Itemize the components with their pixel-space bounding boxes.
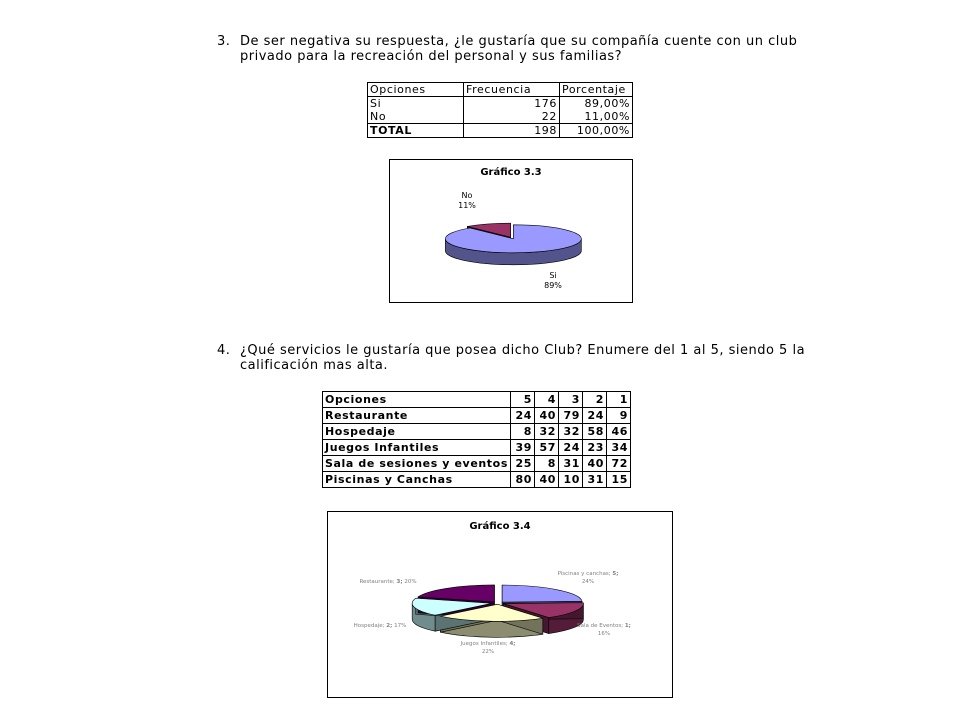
table-question-4 bbox=[322, 391, 631, 488]
data-label-value: 11% bbox=[458, 201, 476, 210]
pie-slice bbox=[502, 585, 582, 602]
data-label-value: 89% bbox=[544, 281, 562, 290]
data-label: No bbox=[461, 191, 473, 200]
table-header-cell: 4 bbox=[534, 392, 558, 408]
table-cell: 89,00% bbox=[560, 97, 633, 111]
table-cell: 10 bbox=[558, 472, 582, 488]
data-label: Piscinas y canchas; 5; bbox=[557, 571, 619, 577]
table-cell: 24 bbox=[558, 440, 582, 456]
table-header-row bbox=[323, 392, 631, 408]
chart-title: Gráfico 3.4 bbox=[469, 521, 531, 532]
table-cell: Si bbox=[368, 97, 464, 111]
data-label: Sala de Eventos; 1; bbox=[577, 623, 631, 629]
table-cell: 80 bbox=[510, 472, 534, 488]
table-row bbox=[368, 110, 633, 124]
table-cell: 31 bbox=[582, 472, 606, 488]
table-cell: 58 bbox=[582, 424, 606, 440]
table-header-cell: 2 bbox=[582, 392, 606, 408]
question-text bbox=[240, 343, 807, 373]
table-cell: 32 bbox=[534, 424, 558, 440]
table-cell: 8 bbox=[510, 424, 534, 440]
pie-chart-3-4 bbox=[327, 511, 673, 698]
pie-chart-svg bbox=[390, 160, 632, 302]
table-cell: Piscinas y Canchas bbox=[323, 472, 511, 488]
table-cell: 23 bbox=[582, 440, 606, 456]
table-cell: No bbox=[368, 110, 464, 124]
data-label: Restaurante; 3; 20% bbox=[359, 579, 417, 585]
table-question-3 bbox=[367, 82, 633, 138]
table-cell: 24 bbox=[582, 408, 606, 424]
table-cell: 15 bbox=[606, 472, 630, 488]
table-cell: Sala de sesiones y eventos bbox=[323, 456, 511, 472]
table-cell: 40 bbox=[534, 408, 558, 424]
question-4 bbox=[217, 343, 807, 375]
table-header-cell: Opciones bbox=[368, 83, 464, 97]
table-cell: 100,00% bbox=[560, 124, 633, 138]
pie-slice bbox=[445, 225, 581, 253]
table-cell: 8 bbox=[534, 456, 558, 472]
question-text-line: calificación mas alta. bbox=[240, 358, 389, 373]
table-cell: 34 bbox=[606, 440, 630, 456]
table-header-cell: 5 bbox=[510, 392, 534, 408]
table-cell: 176 bbox=[464, 97, 560, 111]
question-text bbox=[240, 34, 797, 64]
question-number: 3. bbox=[217, 34, 231, 49]
data-label: Si bbox=[549, 271, 557, 280]
table-row-total bbox=[368, 124, 633, 138]
table-cell: 198 bbox=[464, 124, 560, 138]
question-text-line: De ser negativa su respuesta, ¿le gustaría que su compañía cuente con un club bbox=[240, 34, 798, 49]
table-header-row bbox=[368, 83, 633, 97]
data-label-value: 16% bbox=[597, 631, 611, 637]
table-cell: 40 bbox=[582, 456, 606, 472]
table-row bbox=[368, 97, 633, 111]
table-cell: 32 bbox=[558, 424, 582, 440]
table-cell: Restaurante bbox=[323, 408, 511, 424]
table-header-cell: Opciones bbox=[323, 392, 511, 408]
table-cell: Hospedaje bbox=[323, 424, 511, 440]
table-cell: Juegos Infantiles bbox=[323, 440, 511, 456]
table-cell: 39 bbox=[510, 440, 534, 456]
table-row bbox=[323, 456, 631, 472]
question-number: 4. bbox=[217, 343, 231, 358]
table-cell: 31 bbox=[558, 456, 582, 472]
table-cell: 24 bbox=[510, 408, 534, 424]
table-header-cell: 1 bbox=[606, 392, 630, 408]
table-cell: 57 bbox=[534, 440, 558, 456]
table-cell: 22 bbox=[464, 110, 560, 124]
table-cell: 40 bbox=[534, 472, 558, 488]
table-cell: 72 bbox=[606, 456, 630, 472]
table-cell: 79 bbox=[558, 408, 582, 424]
table-row bbox=[323, 408, 631, 424]
pie-chart-3-3 bbox=[389, 159, 633, 303]
data-label-value: 24% bbox=[581, 579, 595, 585]
table-header-cell: Porcentaje bbox=[560, 83, 633, 97]
table-header-cell: 3 bbox=[558, 392, 582, 408]
question-text-line: privado para la recreación del personal y sus familias? bbox=[240, 49, 623, 64]
question-3 bbox=[217, 34, 807, 66]
table-row bbox=[323, 440, 631, 456]
table-cell: 11,00% bbox=[560, 110, 633, 124]
chart-title: Gráfico 3.3 bbox=[480, 167, 542, 178]
table-cell: 46 bbox=[606, 424, 630, 440]
data-label: Hospedaje; 2; 17% bbox=[353, 623, 407, 629]
table-cell: 25 bbox=[510, 456, 534, 472]
table-cell: 9 bbox=[606, 408, 630, 424]
pie-chart-svg bbox=[328, 512, 672, 697]
table-row bbox=[323, 424, 631, 440]
table-header-cell: Frecuencia bbox=[464, 83, 560, 97]
question-text-line: ¿Qué servicios le gustaría que posea dicho Club? Enumere del 1 al 5, siendo 5 la bbox=[240, 343, 806, 358]
data-label: Juegos Infantiles; 4; bbox=[460, 641, 516, 647]
table-cell: TOTAL bbox=[368, 124, 464, 138]
data-label-value: 22% bbox=[481, 649, 495, 655]
table-row bbox=[323, 472, 631, 488]
